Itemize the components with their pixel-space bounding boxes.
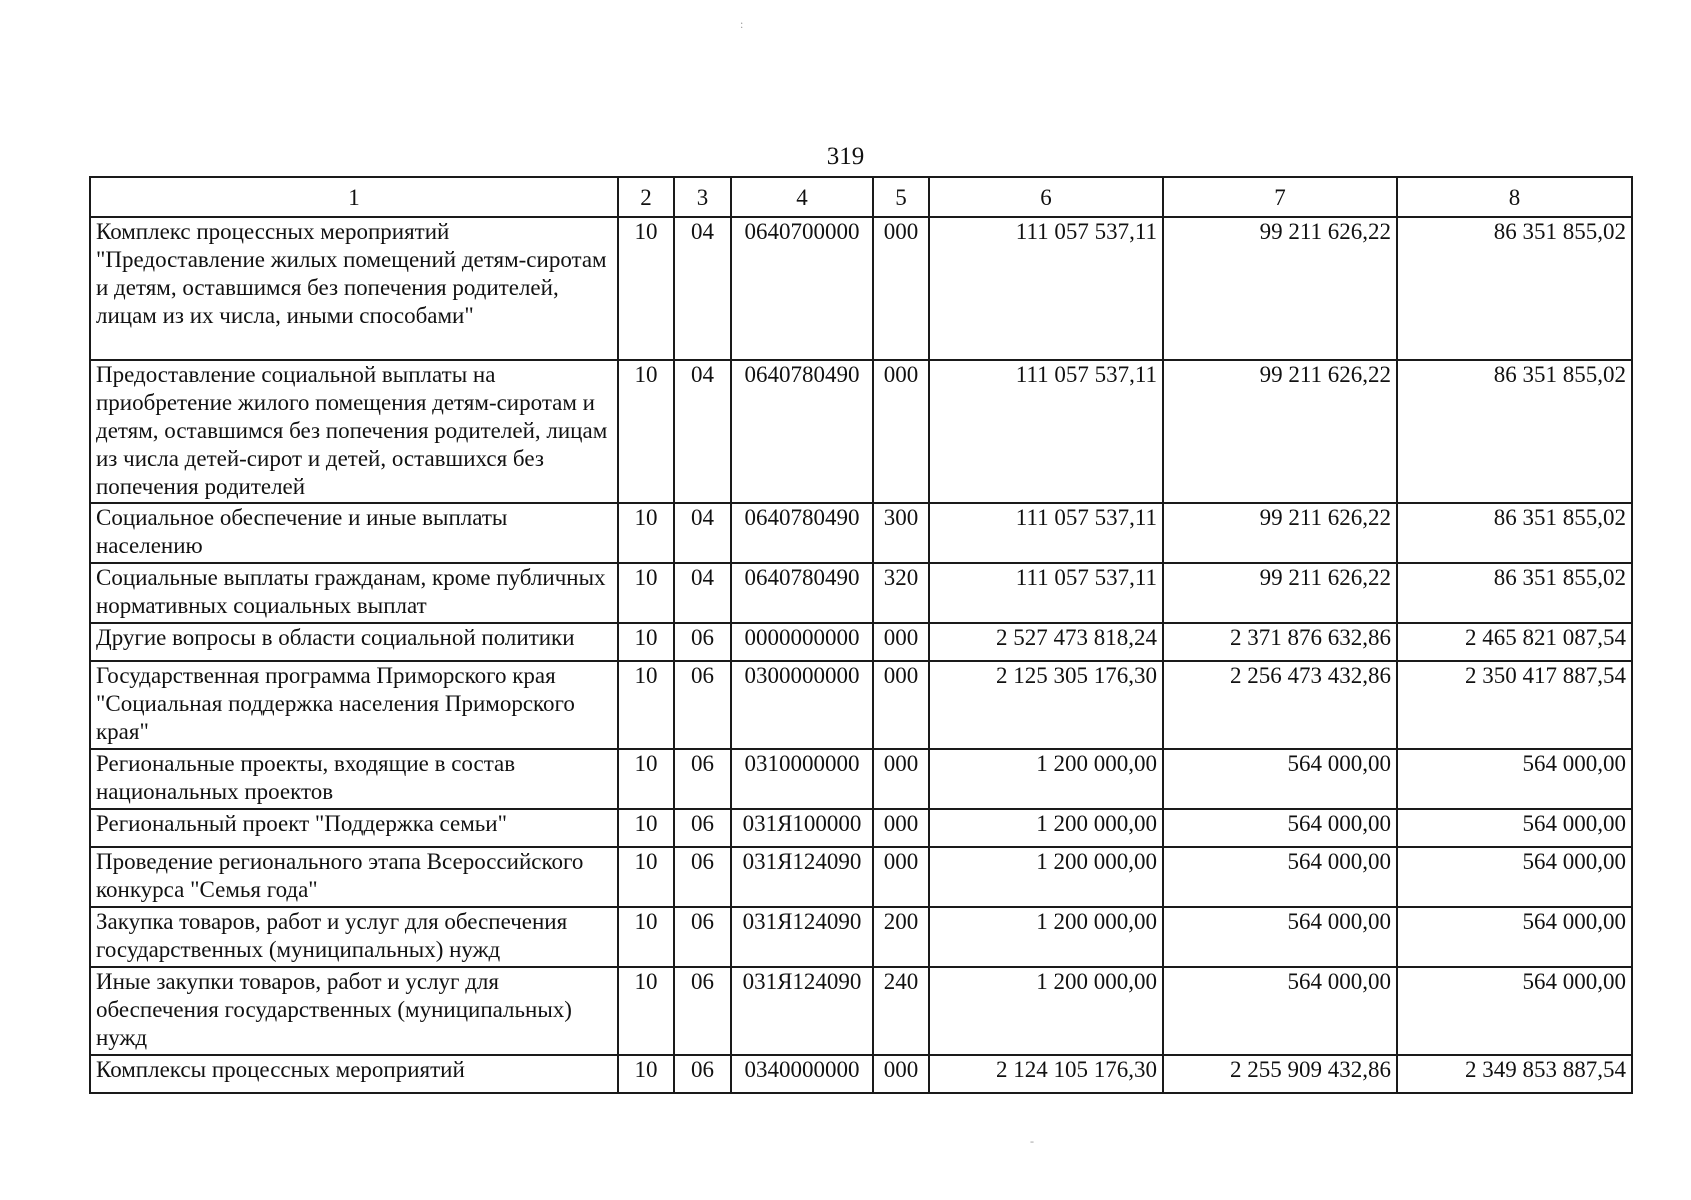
subsection-code: 06 <box>674 907 731 967</box>
amount-col-7: 2 256 473 432,86 <box>1163 661 1397 749</box>
target-code: 031Я124090 <box>731 847 873 907</box>
expense-type-code: 000 <box>873 661 929 749</box>
expense-name: Предоставление социальной выплаты на приобретение жилого помещения детям-сиротам и детям, оставшимся без попечения родителей, лицам из числа детей-сирот и детей, оставшихся без попечения родителей <box>90 360 618 503</box>
subsection-code: 04 <box>674 563 731 623</box>
expense-type-code: 000 <box>873 217 929 360</box>
expense-name: Государственная программа Приморского края "Социальная поддержка населения Приморского края" <box>90 661 618 749</box>
amount-col-8: 2 349 853 887,54 <box>1397 1055 1632 1093</box>
amount-col-6: 111 057 537,11 <box>929 217 1163 360</box>
amount-col-8: 564 000,00 <box>1397 847 1632 907</box>
page-number: 319 <box>826 143 865 170</box>
amount-col-8: 86 351 855,02 <box>1397 217 1632 360</box>
target-code: 0640780490 <box>731 360 873 503</box>
target-code: 0300000000 <box>731 661 873 749</box>
section-code: 10 <box>618 907 674 967</box>
section-code: 10 <box>618 503 674 563</box>
table-row <box>90 661 1632 749</box>
table-row <box>90 217 1632 360</box>
column-header: 4 <box>731 177 873 217</box>
amount-col-6: 111 057 537,11 <box>929 563 1163 623</box>
table-row <box>90 907 1632 967</box>
expense-type-code: 000 <box>873 809 929 847</box>
target-code: 0340000000 <box>731 1055 873 1093</box>
amount-col-7: 99 211 626,22 <box>1163 563 1397 623</box>
expense-name: Проведение регионального этапа Всероссийского конкурса "Семья года" <box>90 847 618 907</box>
subsection-code: 06 <box>674 661 731 749</box>
expense-type-code: 300 <box>873 503 929 563</box>
expense-type-code: 000 <box>873 360 929 503</box>
column-header: 5 <box>873 177 929 217</box>
amount-col-6: 2 124 105 176,30 <box>929 1055 1163 1093</box>
table-row <box>90 1055 1632 1093</box>
amount-col-7: 564 000,00 <box>1163 847 1397 907</box>
column-header: 3 <box>674 177 731 217</box>
table-row <box>90 967 1632 1055</box>
target-code: 0310000000 <box>731 749 873 809</box>
expense-name: Региональный проект "Поддержка семьи" <box>90 809 618 847</box>
amount-col-8: 564 000,00 <box>1397 907 1632 967</box>
table-row <box>90 623 1632 661</box>
amount-col-6: 2 125 305 176,30 <box>929 661 1163 749</box>
column-header: 8 <box>1397 177 1632 217</box>
scan-speck: - <box>1030 1134 1034 1148</box>
expense-name: Социальное обеспечение и иные выплаты населению <box>90 503 618 563</box>
target-code: 031Я124090 <box>731 907 873 967</box>
table-row <box>90 809 1632 847</box>
subsection-code: 06 <box>674 847 731 907</box>
amount-col-7: 99 211 626,22 <box>1163 503 1397 563</box>
section-code: 10 <box>618 1055 674 1093</box>
subsection-code: 06 <box>674 809 731 847</box>
section-code: 10 <box>618 217 674 360</box>
scan-speck: : <box>740 17 744 31</box>
expense-name: Социальные выплаты гражданам, кроме публичных нормативных социальных выплат <box>90 563 618 623</box>
target-code: 0640780490 <box>731 503 873 563</box>
amount-col-6: 1 200 000,00 <box>929 967 1163 1055</box>
table-row <box>90 503 1632 563</box>
amount-col-8: 564 000,00 <box>1397 967 1632 1055</box>
subsection-code: 06 <box>674 1055 731 1093</box>
amount-col-6: 111 057 537,11 <box>929 360 1163 503</box>
section-code: 10 <box>618 563 674 623</box>
table-row <box>90 360 1632 503</box>
amount-col-8: 86 351 855,02 <box>1397 563 1632 623</box>
column-header: 6 <box>929 177 1163 217</box>
amount-col-7: 564 000,00 <box>1163 749 1397 809</box>
section-code: 10 <box>618 360 674 503</box>
expense-type-code: 000 <box>873 623 929 661</box>
subsection-code: 06 <box>674 967 731 1055</box>
expense-name: Иные закупки товаров, работ и услуг для обеспечения государственных (муниципальных) нужд <box>90 967 618 1055</box>
subsection-code: 04 <box>674 503 731 563</box>
amount-col-8: 564 000,00 <box>1397 749 1632 809</box>
section-code: 10 <box>618 809 674 847</box>
column-header: 2 <box>618 177 674 217</box>
expense-type-code: 000 <box>873 1055 929 1093</box>
target-code: 031Я124090 <box>731 967 873 1055</box>
subsection-code: 06 <box>674 623 731 661</box>
expense-name: Другие вопросы в области социальной политики <box>90 623 618 661</box>
expense-type-code: 240 <box>873 967 929 1055</box>
expense-name: Комплексы процессных мероприятий <box>90 1055 618 1093</box>
expense-name: Комплекс процессных мероприятий "Предоставление жилых помещений детям-сиротам и детям, оставшимся без попечения родителей, лицам из их числа, иными способами" <box>90 217 618 360</box>
target-code: 0000000000 <box>731 623 873 661</box>
expense-type-code: 200 <box>873 907 929 967</box>
amount-col-6: 1 200 000,00 <box>929 809 1163 847</box>
amount-col-8: 2 465 821 087,54 <box>1397 623 1632 661</box>
target-code: 0640780490 <box>731 563 873 623</box>
expense-type-code: 000 <box>873 749 929 809</box>
column-number-row <box>90 177 1632 217</box>
amount-col-8: 2 350 417 887,54 <box>1397 661 1632 749</box>
amount-col-6: 1 200 000,00 <box>929 749 1163 809</box>
target-code: 0640700000 <box>731 217 873 360</box>
amount-col-8: 86 351 855,02 <box>1397 360 1632 503</box>
expense-type-code: 320 <box>873 563 929 623</box>
amount-col-7: 99 211 626,22 <box>1163 360 1397 503</box>
amount-col-6: 2 527 473 818,24 <box>929 623 1163 661</box>
budget-table <box>89 176 1633 1094</box>
table-row <box>90 847 1632 907</box>
amount-col-7: 564 000,00 <box>1163 907 1397 967</box>
amount-col-6: 1 200 000,00 <box>929 847 1163 907</box>
amount-col-6: 1 200 000,00 <box>929 907 1163 967</box>
expense-name: Региональные проекты, входящие в состав национальных проектов <box>90 749 618 809</box>
expense-type-code: 000 <box>873 847 929 907</box>
table-row <box>90 563 1632 623</box>
amount-col-8: 86 351 855,02 <box>1397 503 1632 563</box>
target-code: 031Я100000 <box>731 809 873 847</box>
amount-col-8: 564 000,00 <box>1397 809 1632 847</box>
subsection-code: 06 <box>674 749 731 809</box>
column-header: 1 <box>90 177 618 217</box>
amount-col-7: 2 371 876 632,86 <box>1163 623 1397 661</box>
amount-col-7: 99 211 626,22 <box>1163 217 1397 360</box>
section-code: 10 <box>618 847 674 907</box>
amount-col-6: 111 057 537,11 <box>929 503 1163 563</box>
expense-name: Закупка товаров, работ и услуг для обеспечения государственных (муниципальных) нужд <box>90 907 618 967</box>
subsection-code: 04 <box>674 217 731 360</box>
amount-col-7: 564 000,00 <box>1163 967 1397 1055</box>
column-header: 7 <box>1163 177 1397 217</box>
amount-col-7: 2 255 909 432,86 <box>1163 1055 1397 1093</box>
amount-col-7: 564 000,00 <box>1163 809 1397 847</box>
section-code: 10 <box>618 623 674 661</box>
table-row <box>90 749 1632 809</box>
section-code: 10 <box>618 749 674 809</box>
section-code: 10 <box>618 661 674 749</box>
subsection-code: 04 <box>674 360 731 503</box>
section-code: 10 <box>618 967 674 1055</box>
